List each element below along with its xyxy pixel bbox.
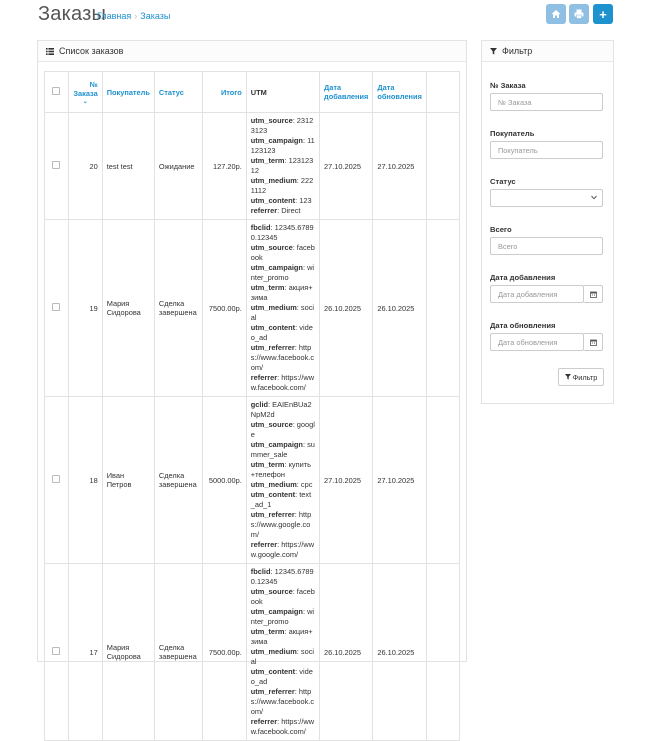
utm-key: utm_term <box>250 283 285 292</box>
plus-icon: + <box>599 6 607 22</box>
utm-value: 23123123 <box>250 116 314 135</box>
utm-key: utm_medium <box>250 303 297 312</box>
utm-key: utm_campaign <box>250 136 303 145</box>
orders-table <box>44 71 460 741</box>
utm-line: fbclid: 12345.67890.12345 <box>250 567 314 586</box>
date-modified: 26.10.2025 <box>373 564 427 741</box>
utm-line: utm_term: 12312312 <box>250 156 314 175</box>
utm-key: utm_medium <box>250 176 297 185</box>
orders-panel <box>37 40 467 736</box>
filter-order-id-label: № Заказа <box>490 81 526 90</box>
home-icon <box>551 9 561 19</box>
row-checkbox[interactable] <box>52 161 60 169</box>
date-modified-calendar-button[interactable] <box>584 333 603 351</box>
order-status: Сделка завершена <box>154 220 202 397</box>
filter-date-added-label: Дата добавления <box>490 273 556 282</box>
utm-key: utm_campaign <box>250 440 303 449</box>
row-checkbox-cell <box>45 397 69 564</box>
filter-button[interactable] <box>558 368 604 386</box>
column-utm: UTM <box>246 72 319 113</box>
order-status: Ожидание <box>154 113 202 220</box>
utm-key: fbclid <box>250 567 271 576</box>
utm-key: referrer <box>250 373 278 382</box>
filter-button-label: Фильтр <box>572 372 598 382</box>
utm-key: utm_source <box>250 243 293 252</box>
utm-value: social <box>250 303 315 322</box>
utm-value: EAIEnBUa2NpM2d <box>250 400 312 419</box>
breadcrumb-orders[interactable]: Заказы <box>140 11 171 21</box>
list-icon <box>46 48 54 55</box>
utm-value: купить+телефон <box>250 460 311 479</box>
utm-key: utm_term <box>250 156 285 165</box>
date-added: 27.10.2025 <box>320 113 373 220</box>
utm-value: https://www.facebook.com/ <box>250 687 315 716</box>
utm-key: utm_term <box>250 627 285 636</box>
page-title: Заказы <box>38 3 107 25</box>
utm-value: 2221112 <box>250 176 314 195</box>
utm-key: utm_medium <box>250 647 297 656</box>
utm-value: https://www.google.com/ <box>250 510 312 539</box>
utm-line: utm_source: google <box>250 420 315 439</box>
utm-value: facebook <box>250 587 315 606</box>
utm-key: utm_campaign <box>250 263 303 272</box>
utm-value: 11123123 <box>250 136 315 155</box>
order-id: 17 <box>68 564 102 741</box>
print-icon <box>574 9 584 19</box>
order-status: Сделка завершена <box>154 397 202 564</box>
utm-key: utm_medium <box>250 480 297 489</box>
orders-panel-title: Список заказов <box>59 46 124 56</box>
utm-cell <box>246 113 319 220</box>
utm-line: utm_campaign: summer_sale <box>250 440 315 459</box>
order-id: 18 <box>68 397 102 564</box>
filter-total-label: Всего <box>490 225 512 234</box>
utm-value: facebook <box>250 243 315 262</box>
column-date-modified[interactable]: Дата обновления <box>373 72 427 113</box>
row-checkbox[interactable] <box>52 475 60 483</box>
utm-value: https://www.facebook.com/ <box>250 717 315 736</box>
utm-line: utm_content: 123 <box>250 196 312 205</box>
column-order-no[interactable]: № Заказа ⌄ <box>68 72 102 113</box>
utm-line: referrer: https://www.google.com/ <box>250 540 315 559</box>
utm-cell <box>246 220 319 397</box>
utm-line: utm_source: facebook <box>250 243 315 262</box>
date-modified: 26.10.2025 <box>373 220 427 397</box>
utm-line: referrer: https://www.facebook.com/ <box>250 717 315 736</box>
order-total: 7500.00р. <box>202 564 246 741</box>
utm-cell <box>246 397 319 564</box>
add-order-button[interactable] <box>593 4 613 24</box>
filter-customer-input[interactable]: Покупатель <box>490 141 603 159</box>
utm-line: utm_term: купить+телефон <box>250 460 311 479</box>
table-row <box>45 113 460 220</box>
utm-value: text_ad_1 <box>250 490 312 509</box>
order-total: 127.20р. <box>202 113 246 220</box>
utm-line: utm_medium: social <box>250 303 315 322</box>
select-all-checkbox-cell <box>45 72 69 113</box>
utm-value: 123 <box>299 196 312 205</box>
utm-line: gclid: EAIEnBUa2NpM2d <box>250 400 312 419</box>
utm-key: utm_content <box>250 490 296 499</box>
utm-key: utm_referrer <box>250 510 295 519</box>
utm-value: акция+зима <box>250 627 313 646</box>
utm-value: 12345.67890.12345 <box>250 567 314 586</box>
select-all-checkbox[interactable] <box>52 87 60 95</box>
date-added-calendar-button[interactable] <box>584 285 603 303</box>
utm-key: utm_content <box>250 667 296 676</box>
utm-key: referrer <box>250 540 278 549</box>
utm-value: 12345.67890.12345 <box>250 223 314 242</box>
page-header <box>0 0 650 36</box>
row-checkbox[interactable] <box>52 303 60 311</box>
home-button[interactable] <box>546 4 566 24</box>
utm-line: utm_term: акция+зима <box>250 283 313 302</box>
filter-order-id-input[interactable]: № Заказа <box>490 93 603 111</box>
utm-value: video_ad <box>250 667 313 686</box>
utm-value: cpc <box>300 480 313 489</box>
utm-value: google <box>250 420 315 439</box>
utm-key: utm_source <box>250 587 293 596</box>
filter-status-label: Статус <box>490 177 516 186</box>
row-checkbox-cell <box>45 113 69 220</box>
utm-line: utm_medium: social <box>250 647 315 666</box>
date-added: 26.10.2025 <box>320 564 373 741</box>
utm-line: utm_medium: 2221112 <box>250 176 314 195</box>
utm-key: utm_content <box>250 196 296 205</box>
print-button[interactable] <box>569 4 589 24</box>
filter-date-added-input[interactable]: Дата добавления <box>490 285 584 303</box>
filter-icon <box>565 374 571 380</box>
order-total: 7500.00р. <box>202 220 246 397</box>
utm-cell <box>246 564 319 741</box>
filter-panel <box>481 40 614 404</box>
order-status: Сделка завершена <box>154 564 202 741</box>
utm-line: utm_referrer: https://www.facebook.com/ <box>250 687 315 716</box>
utm-value: Direct <box>281 206 301 215</box>
customer-name: Иван Петров <box>102 397 154 564</box>
filter-total-input[interactable]: Всего <box>490 237 603 255</box>
utm-value: winter_promo <box>250 263 315 282</box>
utm-line: utm_campaign: 11123123 <box>250 136 315 155</box>
column-date-added[interactable]: Дата добавления <box>320 72 373 113</box>
calendar-icon <box>590 339 597 346</box>
utm-value: summer_sale <box>250 440 315 459</box>
filter-customer-label: Покупатель <box>490 129 535 138</box>
utm-value: https://www.facebook.com/ <box>250 343 315 372</box>
filter-panel-heading <box>482 41 613 62</box>
row-checkbox[interactable] <box>52 647 60 655</box>
filter-status-select[interactable] <box>490 189 603 207</box>
utm-line: utm_source: 23123123 <box>250 116 314 135</box>
utm-value: https://www.google.com/ <box>250 540 315 559</box>
order-total: 5000.00р. <box>202 397 246 564</box>
utm-key: fbclid <box>250 223 271 232</box>
date-modified: 27.10.2025 <box>373 397 427 564</box>
date-modified: 27.10.2025 <box>373 113 427 220</box>
utm-key: utm_referrer <box>250 687 295 696</box>
column-customer[interactable]: Покупатель <box>102 72 154 113</box>
column-total[interactable]: Итого <box>202 72 246 113</box>
utm-key: utm_source <box>250 420 293 429</box>
utm-line: utm_medium: cpc <box>250 480 313 489</box>
utm-line: referrer: https://www.facebook.com/ <box>250 373 315 392</box>
date-added: 27.10.2025 <box>320 397 373 564</box>
utm-line: utm_referrer: https://www.google.com/ <box>250 510 312 539</box>
order-id: 19 <box>68 220 102 397</box>
order-id: 20 <box>68 113 102 220</box>
table-row <box>45 397 460 564</box>
column-actions <box>426 72 459 113</box>
utm-key: referrer <box>250 206 278 215</box>
utm-value: акция+зима <box>250 283 313 302</box>
customer-name: Мария Сидорова <box>102 564 154 741</box>
filter-icon <box>490 48 497 55</box>
orders-panel-heading <box>38 41 466 62</box>
utm-value: winter_promo <box>250 607 315 626</box>
sort-desc-icon: ⌄ <box>82 98 88 105</box>
utm-value: social <box>250 647 315 666</box>
breadcrumb: Главная › Заказы <box>97 11 171 21</box>
utm-key: referrer <box>250 717 278 726</box>
utm-line: utm_term: акция+зима <box>250 627 313 646</box>
filter-panel-title: Фильтр <box>502 46 533 56</box>
breadcrumb-home[interactable]: Главная <box>97 11 132 21</box>
row-actions <box>426 397 459 564</box>
date-added: 26.10.2025 <box>320 220 373 397</box>
utm-line: utm_referrer: https://www.facebook.com/ <box>250 343 315 372</box>
utm-line: utm_campaign: winter_promo <box>250 263 315 282</box>
table-row <box>45 564 460 741</box>
customer-name: test test <box>102 113 154 220</box>
utm-line: utm_content: video_ad <box>250 323 313 342</box>
utm-line: utm_source: facebook <box>250 587 315 606</box>
utm-key: utm_term <box>250 460 285 469</box>
utm-line: utm_content: text_ad_1 <box>250 490 312 509</box>
column-status[interactable]: Статус <box>154 72 202 113</box>
row-actions <box>426 113 459 220</box>
utm-key: utm_source <box>250 116 293 125</box>
row-checkbox-cell <box>45 220 69 397</box>
row-actions <box>426 220 459 397</box>
customer-name: Мария Сидорова <box>102 220 154 397</box>
utm-value: video_ad <box>250 323 313 342</box>
utm-value: https://www.facebook.com/ <box>250 373 315 392</box>
utm-key: utm_referrer <box>250 343 295 352</box>
utm-key: gclid <box>250 400 269 409</box>
filter-date-modified-label: Дата обновления <box>490 321 556 330</box>
utm-key: utm_content <box>250 323 296 332</box>
utm-value: 12312312 <box>250 156 314 175</box>
utm-line: fbclid: 12345.67890.12345 <box>250 223 314 242</box>
row-actions <box>426 564 459 741</box>
row-checkbox-cell <box>45 564 69 741</box>
filter-date-modified-input[interactable]: Дата обновления <box>490 333 584 351</box>
calendar-icon <box>590 291 597 298</box>
utm-line: utm_campaign: winter_promo <box>250 607 315 626</box>
chevron-down-icon <box>591 195 597 200</box>
utm-line: utm_content: video_ad <box>250 667 313 686</box>
table-header-row <box>45 72 460 113</box>
utm-key: utm_campaign <box>250 607 303 616</box>
utm-line: referrer: Direct <box>250 206 301 215</box>
table-row <box>45 220 460 397</box>
